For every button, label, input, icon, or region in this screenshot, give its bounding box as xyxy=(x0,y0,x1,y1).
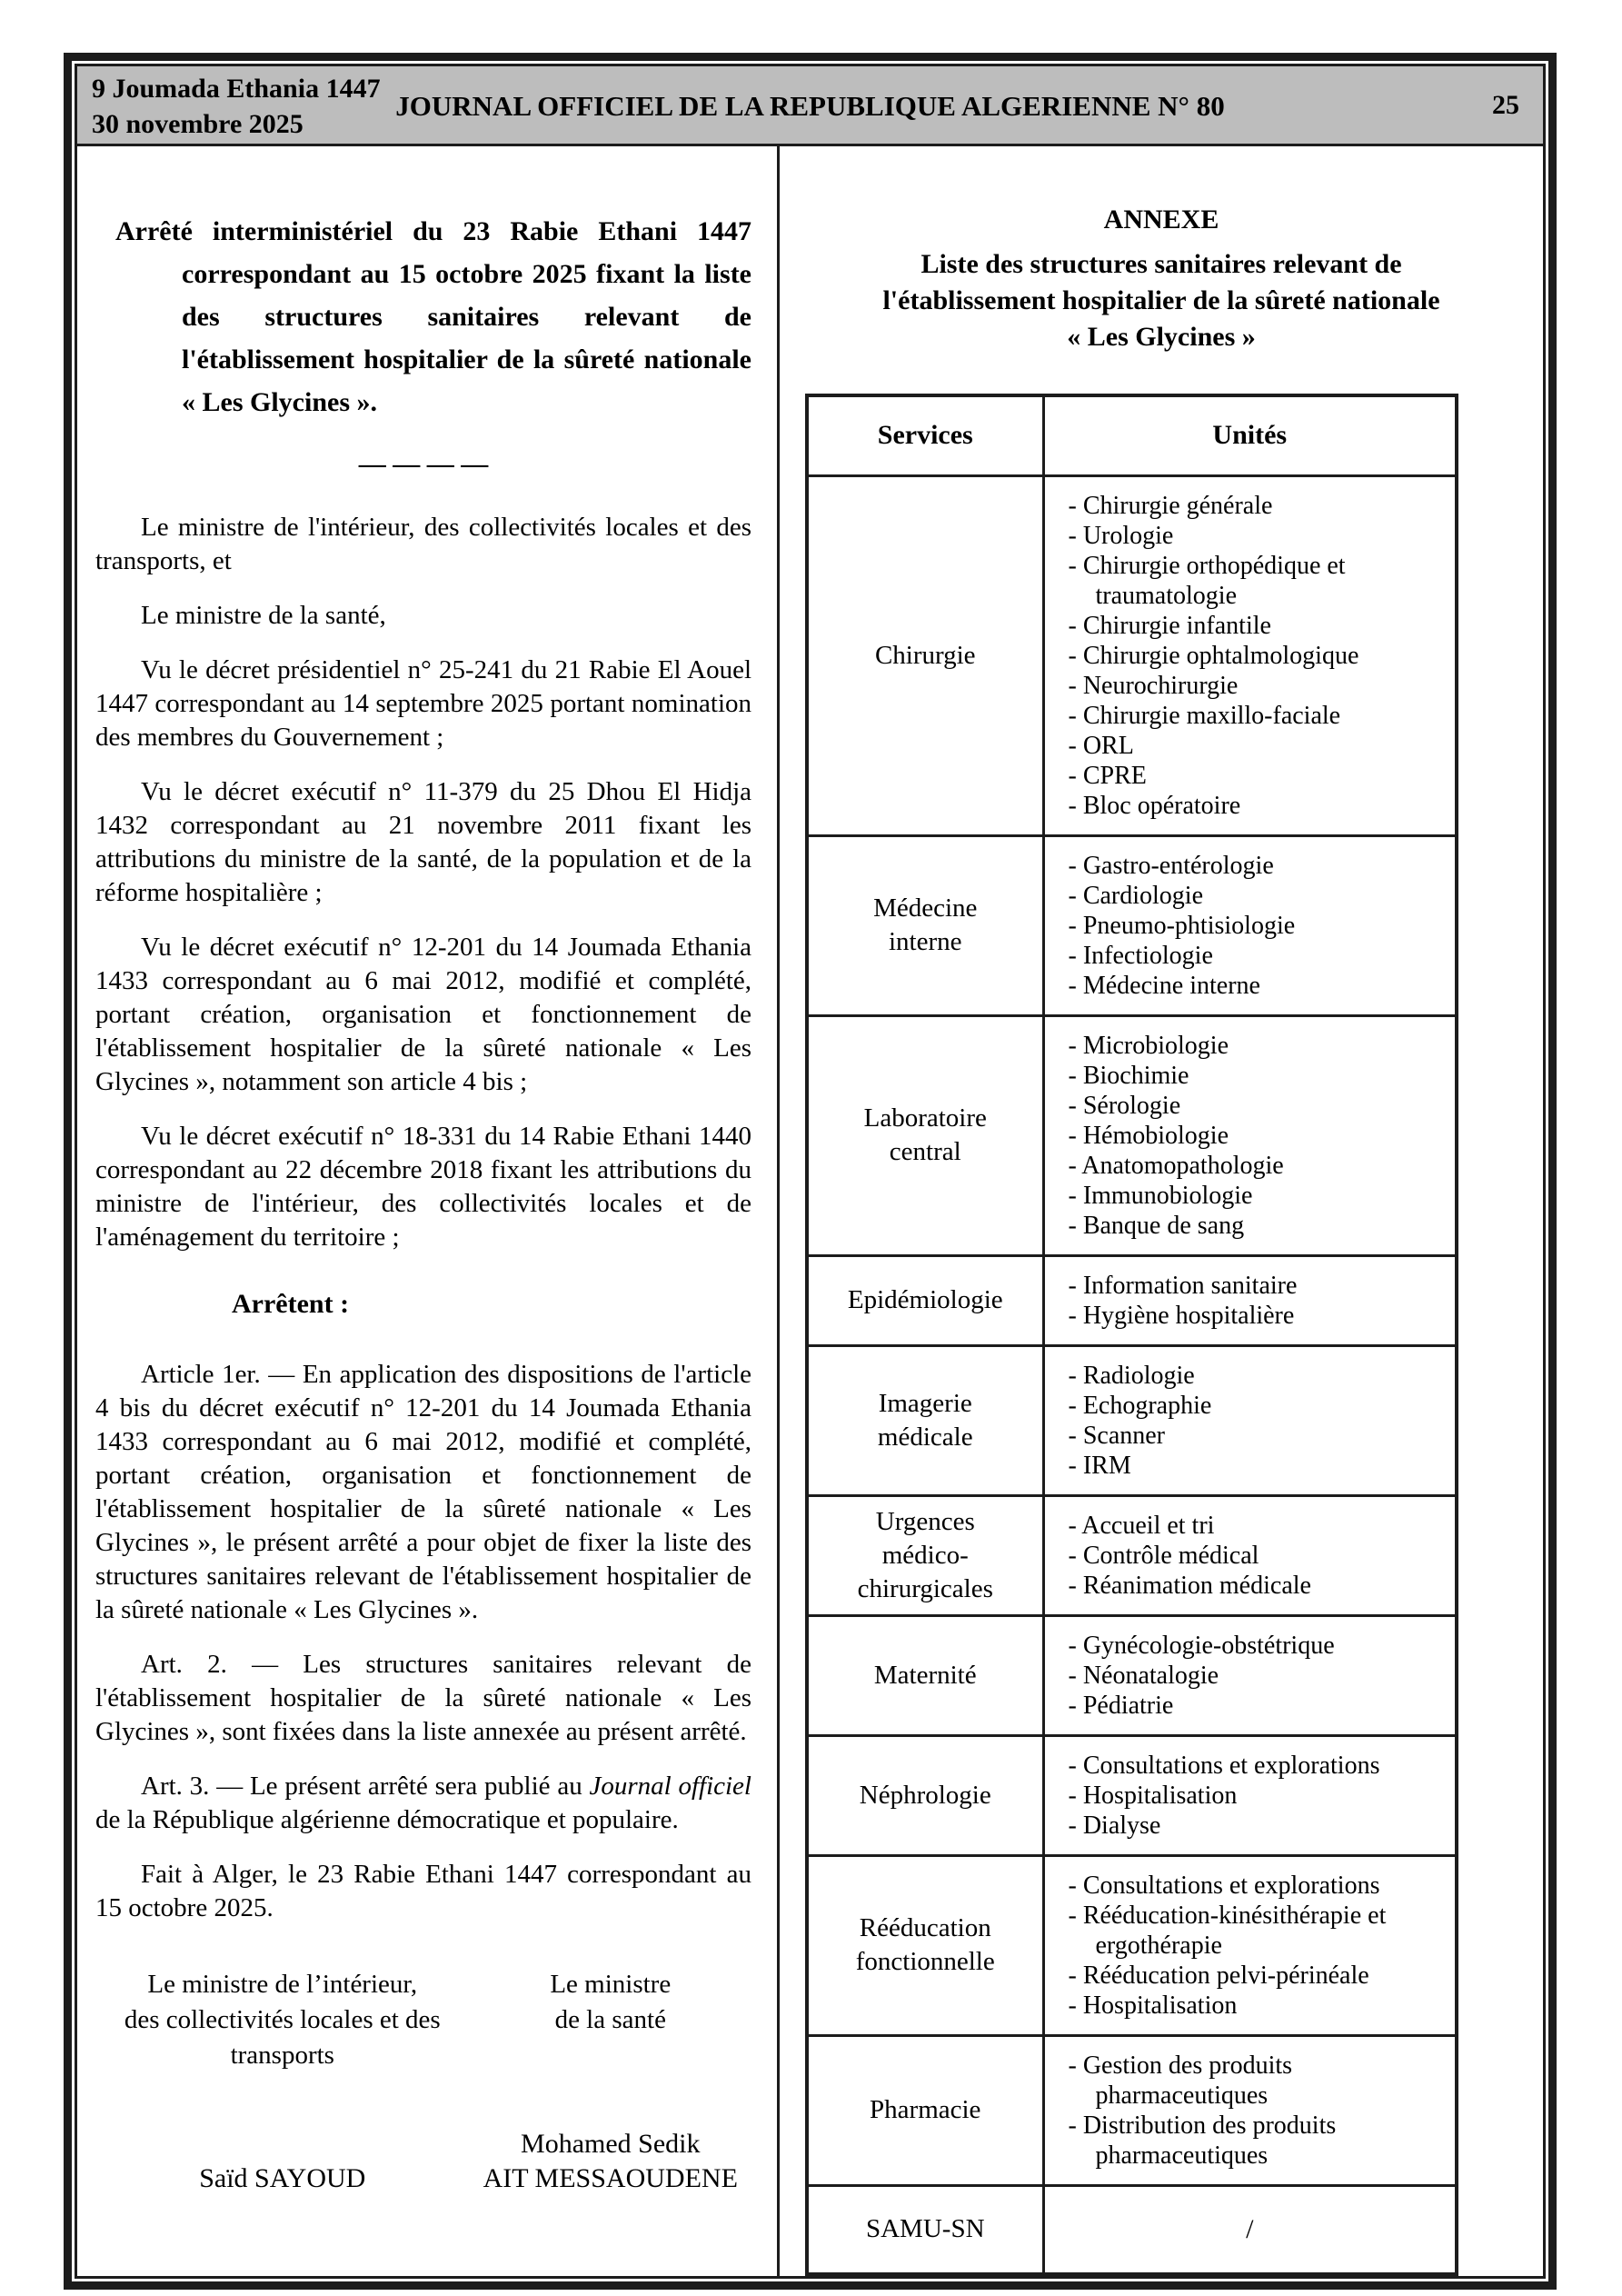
unit-item: - Cardiologie xyxy=(1068,881,1204,910)
journal-officiel-italic: Journal officiel xyxy=(589,1772,751,1801)
signature-right-name-line: AIT MESSAOUDENE xyxy=(483,2163,738,2193)
table-row xyxy=(807,1615,1457,1735)
units-cell xyxy=(1043,1735,1457,1855)
unit-item: - Distribution des produits pharmaceutiques xyxy=(1068,2111,1337,2170)
date-gregorian: 30 novembre 2025 xyxy=(92,109,304,139)
unit-item: - Chirurgie générale xyxy=(1068,491,1273,520)
service-cell: Médecine interne xyxy=(807,835,1043,1015)
recital-paragraph: Le ministre de la santé, xyxy=(141,601,386,630)
article-3 xyxy=(95,1770,751,1837)
unit-item: / xyxy=(1246,2214,1254,2245)
unit-item: - Dialyse xyxy=(1068,1811,1161,1840)
units-cell xyxy=(1043,1495,1457,1615)
table-row xyxy=(807,1345,1457,1495)
unit-item: - Hémobiologie xyxy=(1068,1121,1229,1150)
unit-item: - Infectiologie xyxy=(1068,941,1213,970)
unit-item: - Contrôle médical xyxy=(1068,1541,1259,1570)
annexe-table xyxy=(805,394,1458,2276)
signature-right-title xyxy=(470,1967,751,2038)
article-1: Article 1er. — En application des dispositions de l'article 4 bis du décret exécutif n° 12-201 du 14 Joumada Ethania 1433 correspondant au 6 mai 2012, modifié et complété, portant création, organisation et fonctionnement de l'établissement hospitalier de la sûreté nationale « Les Glycines », le présent arrêté a pour objet de fixer la liste des structures sanitaires relevant de l'établissement hospitalier de la sûreté nationale « Les Glycines ». xyxy=(95,1360,751,1624)
unit-item: - Immunobiologie xyxy=(1068,1181,1253,1210)
unit-item: - Hospitalisation xyxy=(1068,1781,1238,1810)
annexe-subtitle-line: « Les Glycines » xyxy=(1067,322,1256,352)
recital-paragraph: Vu le décret exécutif n° 18-331 du 14 Rabie Ethani 1440 correspondant au 22 décembre 2018 fixant les attributions du ministre de l'intérieur, des collectivités locales et de l'aménagement du territoire ; xyxy=(95,1122,751,1252)
unit-item: - Anatomopathologie xyxy=(1068,1151,1284,1180)
units-cell xyxy=(1043,2185,1457,2274)
units-cell xyxy=(1043,1345,1457,1495)
unit-item: - CPRE xyxy=(1068,761,1147,790)
signature-right xyxy=(470,1967,751,2196)
journal-page-frame xyxy=(75,64,1546,2279)
unit-item: - ORL xyxy=(1068,731,1134,760)
signature-right-title-line: Le ministre xyxy=(550,1970,672,1999)
table-header-services: Services xyxy=(807,395,1043,475)
unit-item: - Réanimation médicale xyxy=(1068,1571,1311,1600)
units-cell xyxy=(1043,1255,1457,1345)
table-row xyxy=(807,1015,1457,1255)
signature-left-name: Saïd SAYOUD xyxy=(199,2163,366,2193)
unit-item: - Echographie xyxy=(1068,1391,1212,1420)
signature-right-name xyxy=(470,2127,751,2196)
unit-item: - Gestion des produits pharmaceutiques xyxy=(1068,2051,1293,2110)
unit-item: - Chirurgie infantile xyxy=(1068,611,1271,640)
service-cell: Maternité xyxy=(807,1615,1043,1735)
annexe-subtitle-line: l'établissement hospitalier de la sûreté nationale xyxy=(882,285,1440,315)
recital-paragraph: Vu le décret exécutif n° 12-201 du 14 Joumada Ethania 1433 correspondant au 6 mai 2012, modifié et complété, portant création, organisation et fonctionnement de l'établissement hospitalier de la sûreté nationale « Les Glycines », notamment son article 4 bis ; xyxy=(95,933,751,1096)
table-row xyxy=(807,2035,1457,2185)
unit-item: - Pneumo-phtisiologie xyxy=(1068,911,1296,940)
unit-item: - Chirurgie orthopédique et traumatologie xyxy=(1068,551,1346,610)
unit-item: - Biochimie xyxy=(1068,1061,1189,1090)
signature-left-title-line: des collectivités locales et des xyxy=(124,2005,441,2034)
unit-item: - Gynécologie-obstétrique xyxy=(1068,1631,1335,1660)
signature-right-title-line: de la santé xyxy=(554,2005,666,2034)
unit-item: - Néonatalogie xyxy=(1068,1661,1219,1690)
unit-item: - Urologie xyxy=(1068,521,1174,550)
units-cell xyxy=(1043,2035,1457,2185)
unit-item: - Bloc opératoire xyxy=(1068,791,1241,820)
unit-item: - Pédiatrie xyxy=(1068,1691,1174,1720)
signature-left-title-line: Le ministre de l’intérieur, xyxy=(147,1970,418,1999)
unit-item: - Chirurgie maxillo-faciale xyxy=(1068,701,1341,730)
table-header-row xyxy=(807,395,1457,475)
unit-item: - Hygiène hospitalière xyxy=(1068,1301,1295,1330)
table-row xyxy=(807,1255,1457,1345)
table-row xyxy=(807,1735,1457,1855)
table-row xyxy=(807,1855,1457,2035)
units-cell xyxy=(1043,1615,1457,1735)
annexe-heading: ANNEXE xyxy=(1103,205,1219,235)
unit-item: - Banque de sang xyxy=(1068,1211,1245,1240)
table-row xyxy=(807,1495,1457,1615)
unit-item: - Accueil et tri xyxy=(1068,1511,1215,1540)
unit-item: - Information sanitaire xyxy=(1068,1271,1298,1300)
units-cell xyxy=(1043,835,1457,1015)
units-cell xyxy=(1043,475,1457,835)
signature-left-title xyxy=(95,1967,470,2073)
unit-item: - Scanner xyxy=(1068,1421,1166,1450)
service-cell: Rééducation fonctionnelle xyxy=(807,1855,1043,2035)
journal-page xyxy=(64,53,1557,2290)
table-row xyxy=(807,475,1457,835)
recital-paragraph: Vu le décret présidentiel n° 25-241 du 21 Rabie El Aouel 1447 correspondant au 14 septembre 2025 portant nomination des membres du Gouvernement ; xyxy=(95,655,751,752)
table-header-unites: Unités xyxy=(1043,395,1457,475)
unit-item: - Sérologie xyxy=(1068,1091,1181,1120)
page-content xyxy=(77,146,1543,2276)
table-row xyxy=(807,2185,1457,2274)
service-cell: Néphrologie xyxy=(807,1735,1043,1855)
decree-title: Arrêté interministériel du 23 Rabie Ethani 1447 correspondant au 15 octobre 2025 fixant la liste des structures sanitaires relevant de l'établissement hospitalier de la sûreté nationale « Les Glycines ». xyxy=(115,216,751,417)
unit-item: - Consultations et explorations xyxy=(1068,1751,1380,1780)
unit-item: - Consultations et explorations xyxy=(1068,1871,1380,1900)
signature-block xyxy=(95,1967,751,2196)
journal-title: JOURNAL OFFICIEL DE LA REPUBLIQUE ALGERIENNE N° 80 xyxy=(395,90,1225,122)
annexe-subtitle-line: Liste des structures sanitaires relevant de xyxy=(920,249,1402,279)
article-3-prefix: Art. 3. — Le présent arrêté sera publié au xyxy=(141,1772,590,1801)
page-number: 25 xyxy=(1492,90,1519,120)
service-cell: Imagerie médicale xyxy=(807,1345,1043,1495)
article-2: Art. 2. — Les structures sanitaires relevant de l'établissement hospitalier de la sûreté nationale « Les Glycines », sont fixées dans la liste annexée au présent arrêté. xyxy=(95,1650,751,1746)
date-hijri: 9 Joumada Ethania 1447 xyxy=(92,74,381,104)
recital-paragraph: Le ministre de l'intérieur, des collectivités locales et des transports, et xyxy=(95,513,751,575)
arretent-heading: Arrêtent : xyxy=(232,1289,350,1319)
units-cell xyxy=(1043,1015,1457,1255)
unit-item: - Rééducation pelvi-périnéale xyxy=(1068,1961,1369,1990)
recital-paragraph: Vu le décret exécutif n° 11-379 du 25 Dhou El Hidja 1432 correspondant au 21 novembre 2011 fixant les attributions du ministre de la santé, de la population et de la réforme hospitalière ; xyxy=(95,777,751,907)
service-cell: Laboratoire central xyxy=(807,1015,1043,1255)
service-cell: SAMU-SN xyxy=(807,2185,1043,2274)
closing-line: Fait à Alger, le 23 Rabie Ethani 1447 correspondant au 15 octobre 2025. xyxy=(95,1860,751,1922)
table-row xyxy=(807,835,1457,1015)
dash-separator: — — — — xyxy=(358,449,489,479)
unit-item: - Neurochirurgie xyxy=(1068,671,1239,700)
annexe-subtitle xyxy=(780,246,1543,355)
service-cell: Urgences médico-chirurgicales xyxy=(807,1495,1043,1615)
annexe-column xyxy=(780,146,1543,2276)
unit-item: - Médecine interne xyxy=(1068,971,1260,1000)
unit-item: - Microbiologie xyxy=(1068,1031,1229,1060)
article-3-suffix: de la République algérienne démocratique et populaire. xyxy=(95,1805,679,1834)
unit-item: - Rééducation-kinésithérapie et ergothérapie xyxy=(1068,1901,1387,1960)
signature-right-name-line: Mohamed Sedik xyxy=(521,2129,701,2159)
masthead-band xyxy=(77,66,1543,146)
signature-left xyxy=(95,1967,470,2196)
unit-item: - Radiologie xyxy=(1068,1361,1195,1390)
service-cell: Pharmacie xyxy=(807,2035,1043,2185)
service-cell: Chirurgie xyxy=(807,475,1043,835)
service-cell: Epidémiologie xyxy=(807,1255,1043,1345)
unit-item: - IRM xyxy=(1068,1451,1131,1480)
units-cell xyxy=(1043,1855,1457,2035)
signature-left-title-line: transports xyxy=(230,2041,334,2070)
decree-column xyxy=(77,146,777,2276)
unit-item: - Gastro-entérologie xyxy=(1068,851,1274,880)
unit-item: - Chirurgie ophtalmologique xyxy=(1068,641,1359,670)
unit-item: - Hospitalisation xyxy=(1068,1991,1238,2020)
